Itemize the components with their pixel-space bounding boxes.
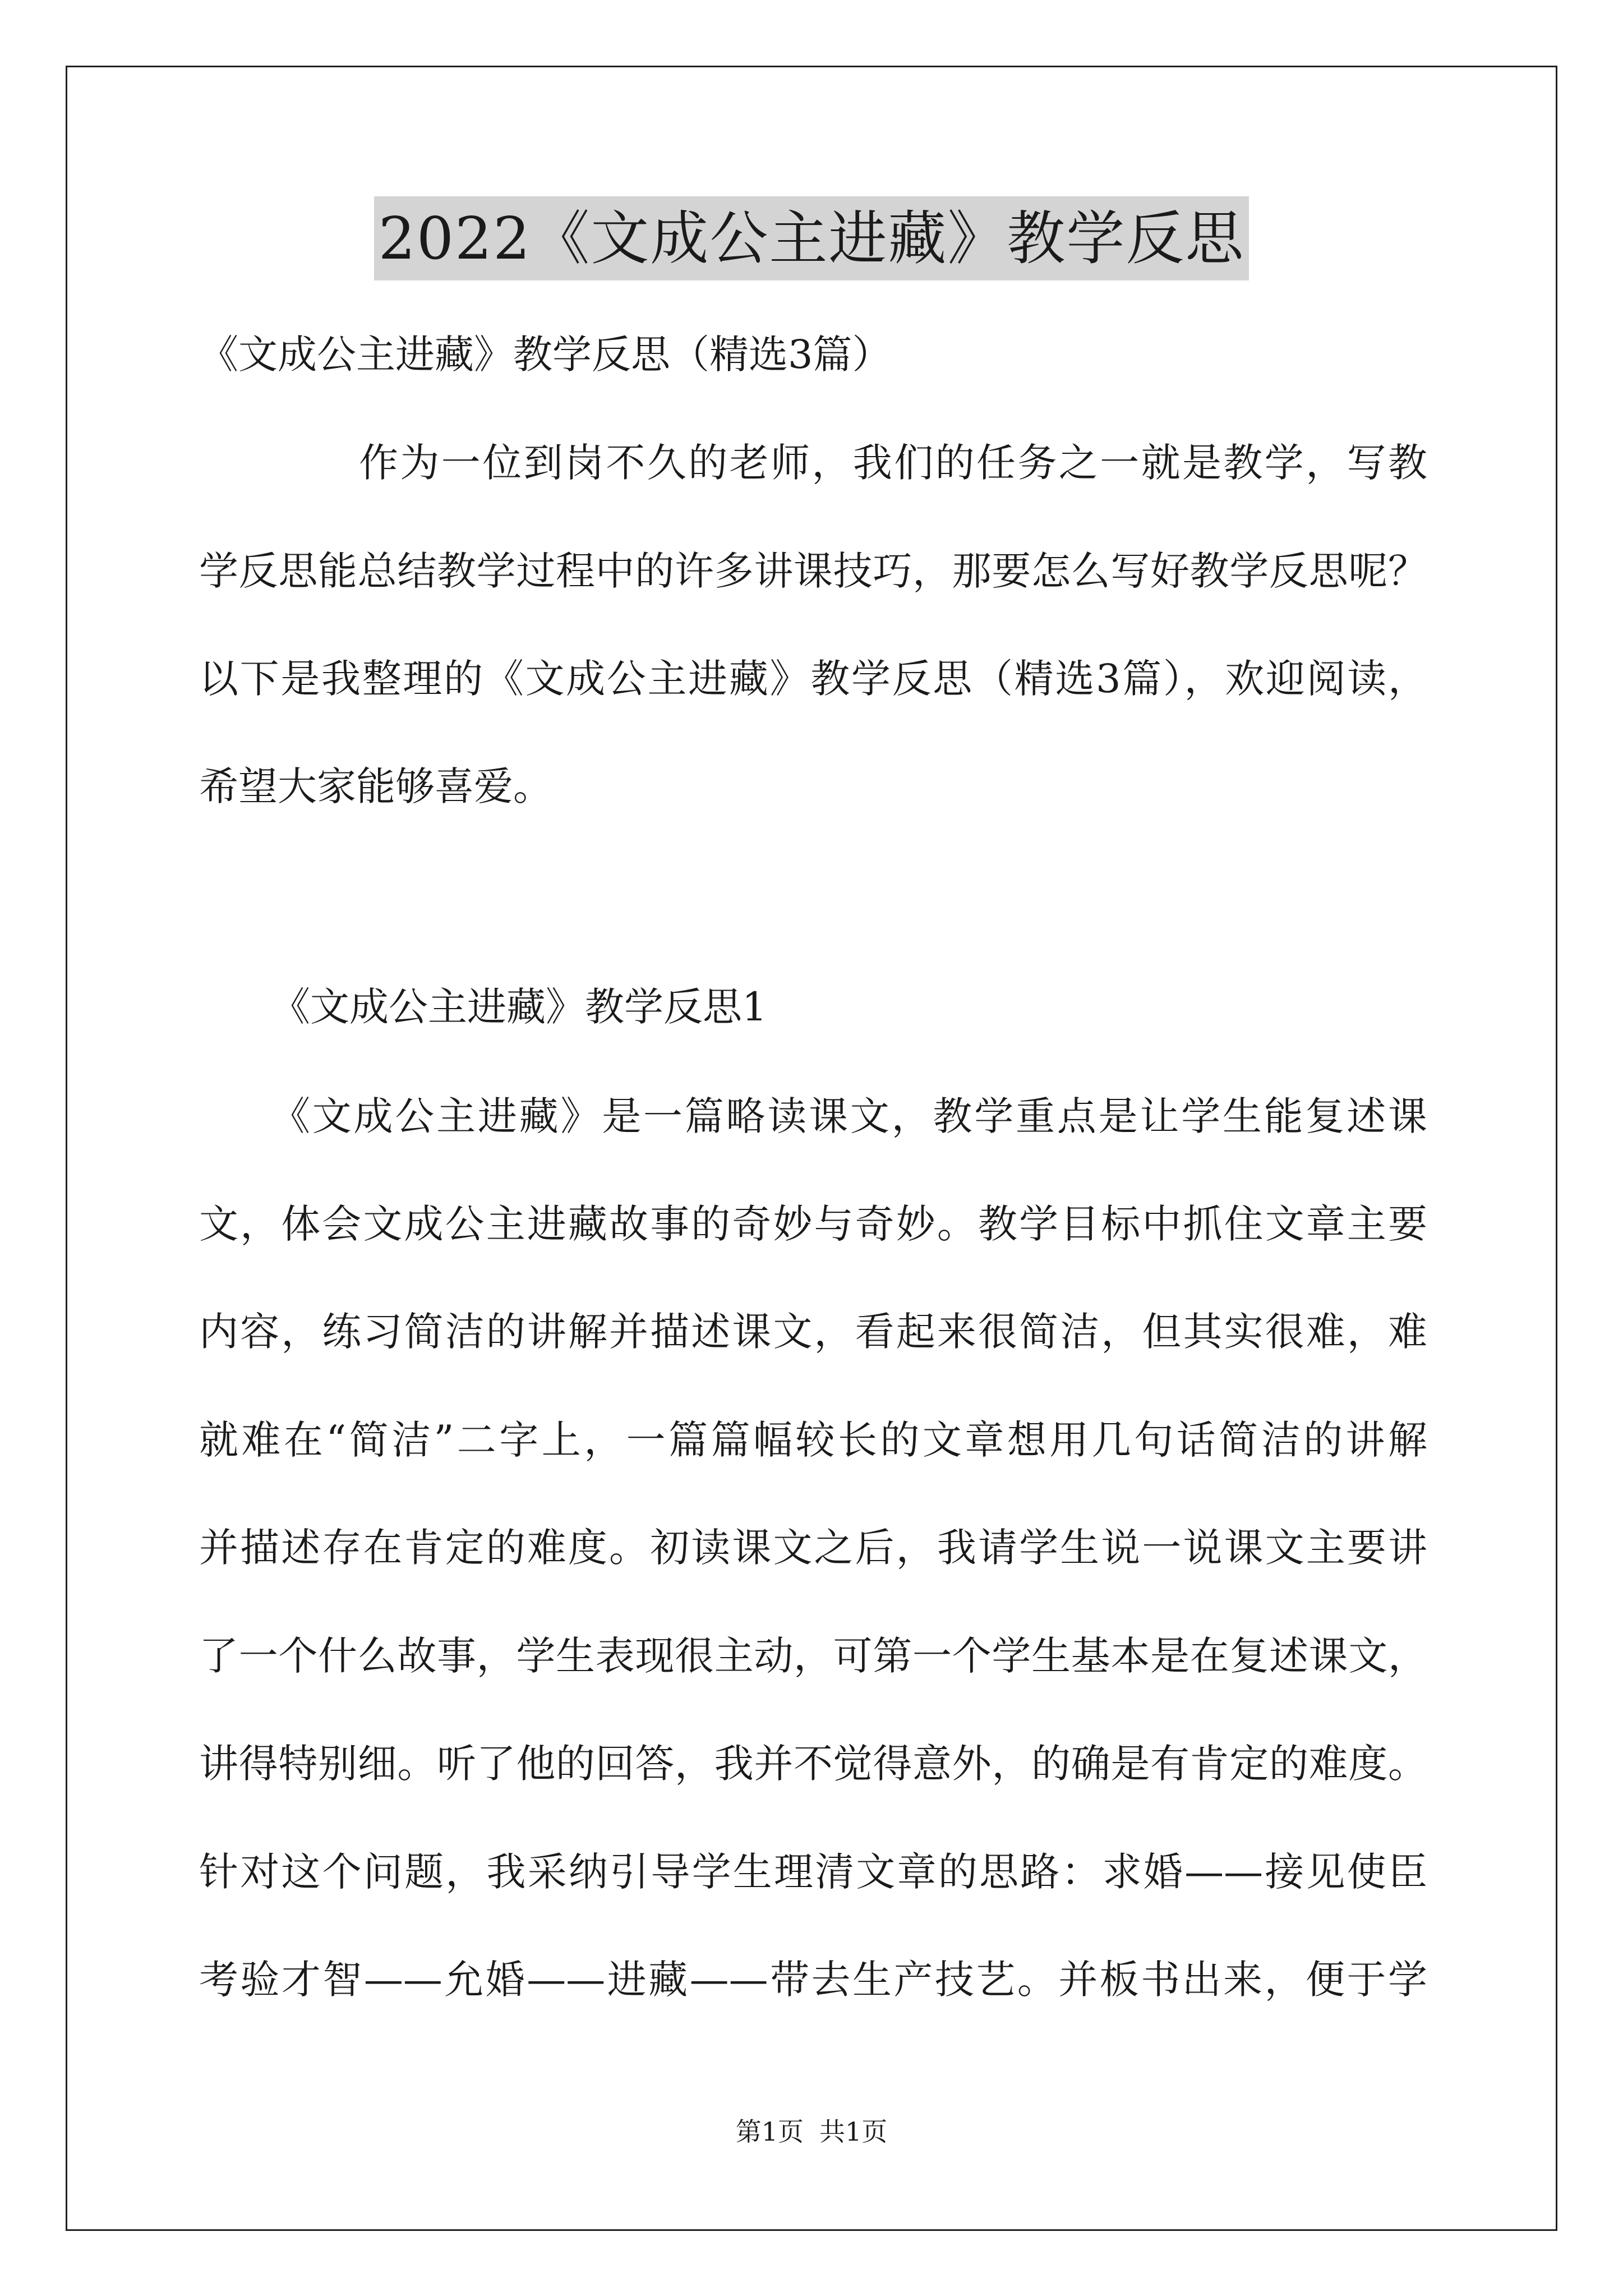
section-line-2: 文，体会文成公主进藏故事的奇妙与奇妙。教学目标中抓住文章主要 <box>199 1201 1427 1247</box>
intro-line-1: 作为一位到岗不久的老师，我们的任务之一就是教学，写教 <box>359 440 1427 486</box>
document-subtitle: 《文成公主进藏》教学反思（精选3篇） <box>199 332 892 378</box>
document-title: 2022《文成公主进藏》教学反思 <box>374 196 1249 280</box>
section-heading: 《文成公主进藏》教学反思1 <box>271 984 767 1030</box>
intro-line-3: 以下是我整理的《文成公主进藏》教学反思（精选3篇），欢迎阅读， <box>199 656 1427 702</box>
page-footer <box>0 2115 1623 2148</box>
section-line-3: 内容，练习简洁的讲解并描述课文，看起来很简洁，但其实很难，难 <box>199 1309 1427 1355</box>
intro-line-4: 希望大家能够喜爱。 <box>199 763 552 809</box>
section-line-1: 《文成公主进藏》是一篇略读课文，教学重点是让学生能复述课 <box>271 1093 1427 1139</box>
page-border <box>66 66 1557 2231</box>
section-line-8: 针对这个问题，我采纳引导学生理清文章的思路：求婚——接见使臣 <box>199 1849 1427 1895</box>
intro-line-2: 学反思能总结教学过程中的许多讲课技巧，那要怎么写好教学反思呢？ <box>199 548 1427 594</box>
section-line-4: 就难在“简洁”二字上，一篇篇幅较长的文章想用几句话简洁的讲解 <box>199 1417 1427 1463</box>
section-line-7: 讲得特别细。听了他的回答，我并不觉得意外，的确是有肯定的难度。 <box>199 1741 1427 1787</box>
section-line-6: 了一个什么故事，学生表现很主动，可第一个学生基本是在复述课文， <box>199 1633 1427 1679</box>
page-number: 第1页 <box>735 2116 804 2147</box>
section-line-5: 并描述存在肯定的难度。初读课文之后，我请学生说一说课文主要讲 <box>199 1525 1427 1571</box>
title-container <box>0 196 1623 280</box>
page-total: 共1页 <box>819 2116 888 2147</box>
section-line-9: 考验才智——允婚——进藏——带去生产技艺。并板书出来，便于学 <box>199 1957 1427 2003</box>
